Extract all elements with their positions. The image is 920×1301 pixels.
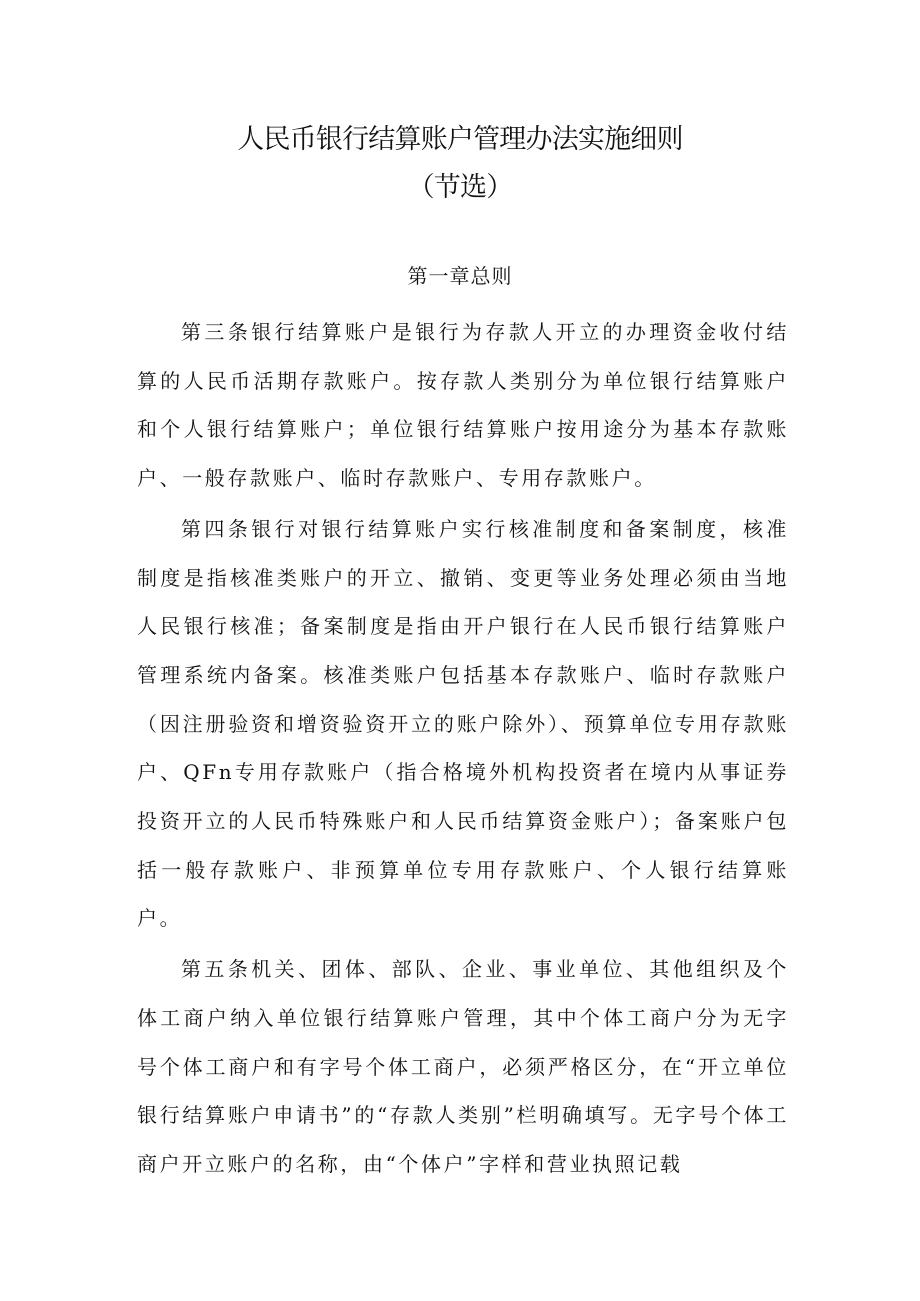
chapter-heading: 第一章总则 [407,264,513,288]
article-3-paragraph: 第三条银行结算账户是银行为存款人开立的办理资金收付结算的人民币活期存款账户。按存款人类别分为单位银行结算账户和个人银行结算账户；单位银行结算账户按用途分为基本存款账户、一般存款账户、临时存款账户、专用存款账户。 [137,320,789,491]
article-5-paragraph: 第五条机关、团体、部队、企业、事业单位、其他组织及个体工商户纳入单位银行结算账户管理，其中个体工商户分为无字号个体工商户和有字号个体工商户，必须严格区分，在“开立单位银行结算账户申请书”的“存款人类别”栏明确填写。无字号个体工商户开立账户的名称，由“个体户”字样和营业执照记载 [137,957,789,1176]
article-4-paragraph: 第四条银行对银行结算账户实行核准制度和备案制度，核准制度是指核准类账户的开立、撤销、变更等业务处理必须由当地人民银行核准；备案制度是指由开户银行在人民币银行结算账户管理系统内备案。核准类账户包括基本存款账户、临时存款账户（因注册验资和增资验资开立的账户除外）、预算单位专用存款账户、QFn专用存款账户（指合格境外机构投资者在境内从事证券投资开立的人民币特殊账户和人民币结算资金账户）；备案账户包括一般存款账户、非预算单位专用存款账户、个人银行结算账户。 [137,516,789,931]
document-subtitle: （节选） [407,172,513,203]
document-body [137,308,789,1189]
document-title: 人民币银行结算账户管理办法实施细则 [237,124,683,155]
